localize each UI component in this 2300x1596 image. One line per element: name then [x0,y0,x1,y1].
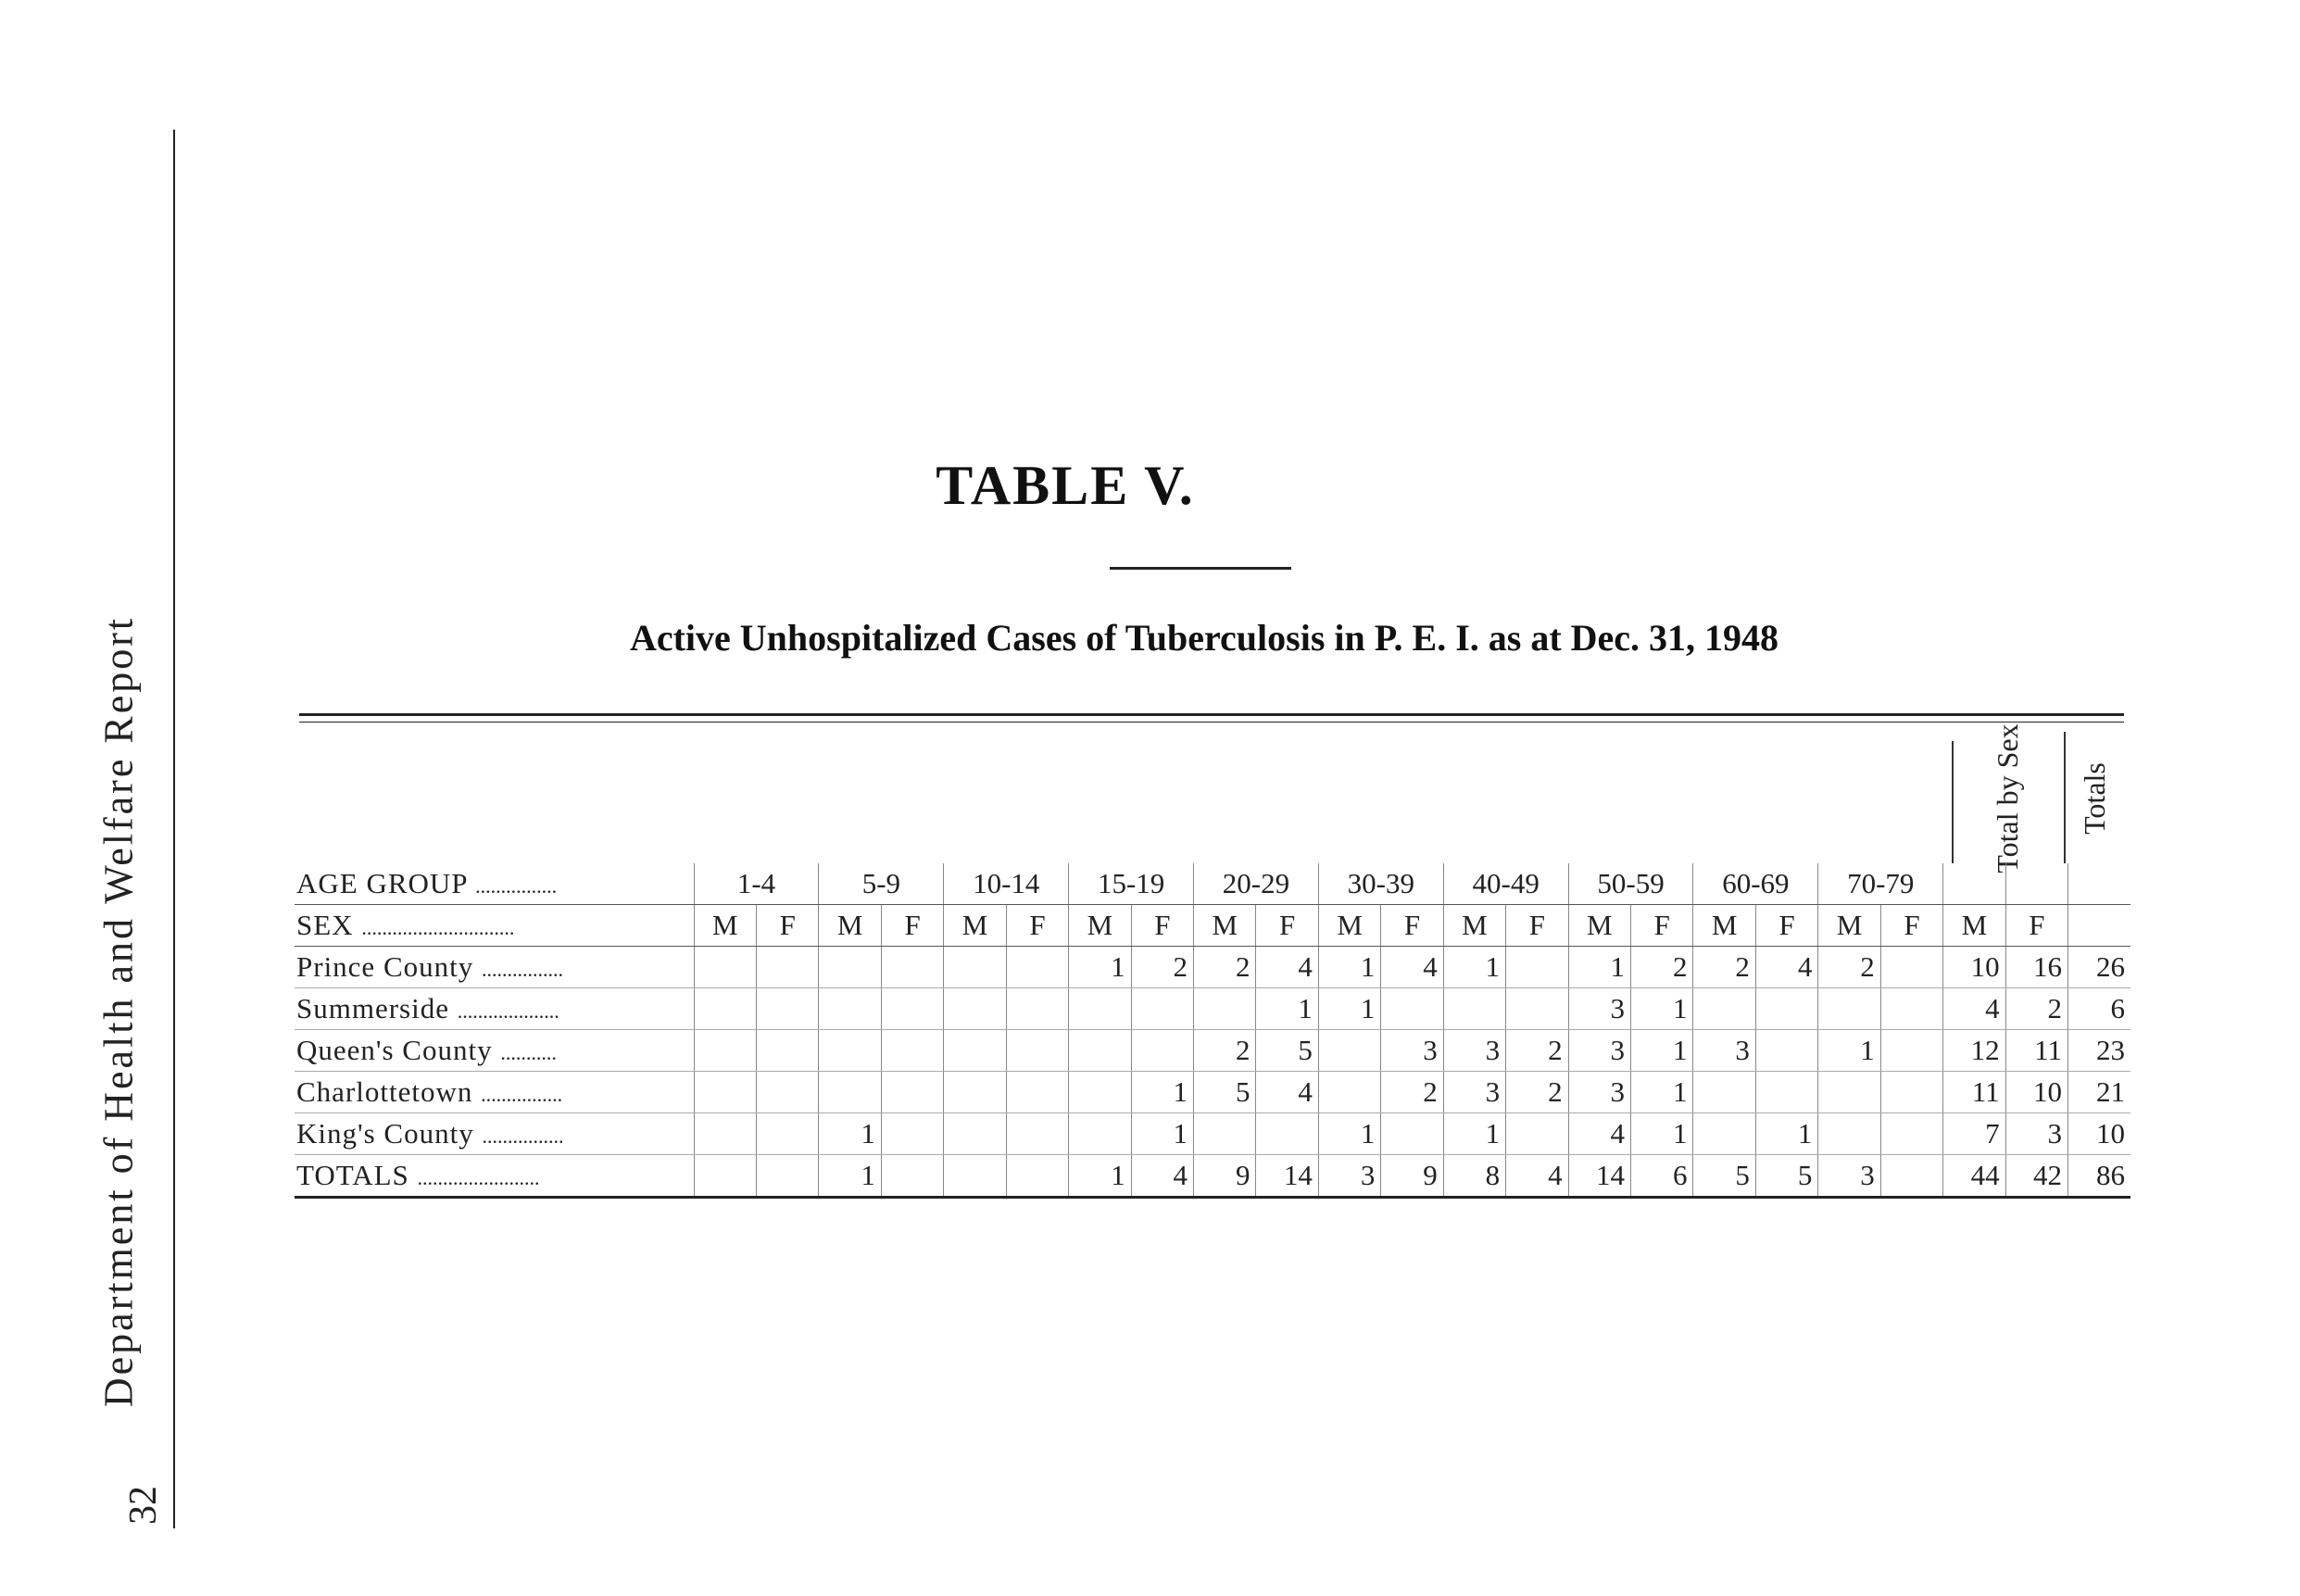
sex-header: M [1693,905,1755,947]
row-label-text: Summerside [296,992,449,1024]
table-cell: 1 [1256,988,1318,1030]
table-row [295,988,2130,1030]
table-cell: 1 [1631,1030,1693,1072]
age-group-header: 60-69 [1693,863,1818,905]
table-cell [1818,1113,1880,1155]
table-row [295,1072,2130,1113]
table-cell [757,947,819,988]
table-cell: 3 [1693,1030,1755,1072]
table-cell [1381,1113,1443,1155]
sex-header: F [1880,905,1942,947]
sex-header: M [1818,905,1880,947]
totals-cell [694,1155,756,1198]
blank-cell [2068,905,2130,947]
totals-cell [1880,1155,1942,1198]
table-cell [819,1072,881,1113]
table-cell [944,1072,1006,1113]
table-cell: 7 [1943,1113,2005,1155]
row-label [295,1155,694,1198]
totals-cell: 3 [1318,1155,1380,1198]
row-label [295,1113,694,1155]
totals-cell: 8 [1443,1155,1505,1198]
table-cell [757,1113,819,1155]
totals-label: TOTALS [296,1159,409,1191]
tuberculosis-cases-table [295,863,2130,1199]
table-cell: 2 [1381,1072,1443,1113]
table-cell [1006,1113,1068,1155]
age-group-label: AGE GROUP [296,867,468,899]
table-cell [1506,988,1568,1030]
table-cell: 12 [1943,1030,2005,1072]
row-label-text: Queen's County [296,1034,493,1066]
totals-cell [881,1155,943,1198]
totals-cell: 44 [1943,1155,2005,1198]
row-label-text: King's County [296,1117,474,1150]
table-cell [1318,1030,1380,1072]
table-cell: 11 [1943,1072,2005,1113]
table-cell [881,1113,943,1155]
totals-cell: 42 [2005,1155,2067,1198]
age-group-header: 70-79 [1818,863,1943,905]
table-cell [1693,1072,1755,1113]
row-label-text: Prince County [296,950,474,983]
totals-cell: 9 [1194,1155,1256,1198]
table-cell: 2 [1194,1030,1256,1072]
age-group-header: 20-29 [1194,863,1319,905]
table-cell [1693,988,1755,1030]
sex-header: F [881,905,943,947]
table-cell: 5 [1194,1072,1256,1113]
table-cell [944,1030,1006,1072]
leader-dots: ........................ [417,1166,540,1189]
table-cell: 1 [1631,1072,1693,1113]
running-header: Department of Health and Welfare Report [95,615,142,1408]
table-cell [1880,988,1942,1030]
table-cell [1131,988,1193,1030]
table-cell [819,947,881,988]
table-cell [694,947,756,988]
leader-dots: ................ [481,1083,563,1106]
table-cell: 1 [1568,947,1630,988]
table-cell [1443,988,1505,1030]
row-label-text: Charlottetown [296,1075,473,1108]
table-cell: 4 [1755,947,1817,988]
table-cell: 3 [1381,1030,1443,1072]
sex-header: M [694,905,756,947]
totals-row [295,1155,2130,1198]
totals-cell: 1 [819,1155,881,1198]
table-cell [1381,988,1443,1030]
table-cell: 2 [1631,947,1693,988]
table-cell: 1 [1318,988,1380,1030]
table-cell: 3 [1443,1072,1505,1113]
leader-dots: ........... [500,1041,557,1064]
table-cell: 2 [1131,947,1193,988]
table-cell [1755,1072,1817,1113]
table-cell: 1 [1818,1030,1880,1072]
sex-header: F [1381,905,1443,947]
totals-cell: 4 [1131,1155,1193,1198]
totals-cell: 14 [1568,1155,1630,1198]
age-group-header: 30-39 [1318,863,1443,905]
table-cell: 10 [1943,947,2005,988]
totals-cell [1006,1155,1068,1198]
age-group-header: 10-14 [944,863,1069,905]
table-cell [694,1072,756,1113]
sex-header: F [1131,905,1193,947]
table-cell [944,1113,1006,1155]
table-cell: 1 [1318,1113,1380,1155]
table-cell: 2 [2005,988,2067,1030]
age-group-header: 50-59 [1568,863,1693,905]
sex-header: F [1631,905,1693,947]
table-cell [944,988,1006,1030]
table-cell [1506,1113,1568,1155]
sex-header: F [1755,905,1817,947]
table-cell [819,1030,881,1072]
age-group-row [295,863,2130,905]
table-cell: 10 [2005,1072,2067,1113]
table-cell [1755,988,1817,1030]
table-cell [757,1030,819,1072]
table-cell: 1 [1631,988,1693,1030]
table-cell: 1 [1131,1113,1193,1155]
table-cell: 4 [1381,947,1443,988]
table-subtitle: Active Unhospitalized Cases of Tuberculosis in P. E. I. as at Dec. 31, 1948 [629,617,1779,659]
table-cell [1069,1030,1131,1072]
leader-dots: ................ [475,874,558,898]
table-cell: 1 [1131,1072,1193,1113]
table-cell: 3 [2005,1113,2067,1155]
header-separator [1952,741,1954,863]
table-cell: 6 [2068,988,2130,1030]
sex-header: M [1568,905,1630,947]
margin-rule [173,130,175,1528]
table-cell [881,988,943,1030]
totals-cell: 14 [1256,1155,1318,1198]
header-separator [2064,732,2066,863]
totals-cell [757,1155,819,1198]
page-number: 32 [122,1486,165,1525]
table-cell: 2 [1194,947,1256,988]
table-cell [1818,988,1880,1030]
table-cell [944,947,1006,988]
age-group-header: 40-49 [1443,863,1568,905]
totals-cell: 3 [1818,1155,1880,1198]
table-body [295,863,2130,1198]
table-cell [1006,1030,1068,1072]
totals-cell: 4 [1506,1155,1568,1198]
table-cell: 10 [2068,1113,2130,1155]
table-row [295,947,2130,988]
table-cell: 3 [1443,1030,1505,1072]
table-cell [1194,988,1256,1030]
sex-header: M [944,905,1006,947]
table-cell [1880,1113,1942,1155]
title-divider [1110,567,1291,570]
table-cell: 1 [1443,1113,1505,1155]
table-cell: 1 [1443,947,1505,988]
table-cell [1693,1113,1755,1155]
table-cell [1069,1072,1131,1113]
table-cell: 26 [2068,947,2130,988]
table-cell: 4 [1568,1113,1630,1155]
age-group-header: 5-9 [819,863,944,905]
table-cell: 1 [819,1113,881,1155]
table-cell: 3 [1568,1030,1630,1072]
table-cell [1755,1030,1817,1072]
sex-header: F [757,905,819,947]
table-row [295,1113,2130,1155]
sex-header: F [2005,905,2067,947]
leader-dots: .............................. [361,916,515,939]
table-cell [881,1030,943,1072]
table-cell [757,988,819,1030]
totals-cell: 1 [1069,1155,1131,1198]
table-cell: 5 [1256,1030,1318,1072]
table-cell [819,988,881,1030]
table-cell [694,988,756,1030]
table-cell [1069,1113,1131,1155]
table-row [295,1030,2130,1072]
table-cell: 3 [1568,988,1630,1030]
age-group-header: 15-19 [1069,863,1194,905]
sex-header: F [1256,905,1318,947]
sex-label: SEX [296,909,354,941]
table-cell [1818,1072,1880,1113]
table-cell [1256,1113,1318,1155]
total-by-sex-header: Total by Sex [1991,723,2025,873]
table-cell [1006,947,1068,988]
leader-dots: ................ [482,958,563,981]
table-cell: 16 [2005,947,2067,988]
totals-cell: 5 [1755,1155,1817,1198]
table-cell [1006,1072,1068,1113]
totals-cell: 9 [1381,1155,1443,1198]
table-cell: 2 [1506,1072,1568,1113]
blank-cell [1943,863,2005,905]
blank-cell [2005,863,2067,905]
table-cell [1194,1113,1256,1155]
table-cell: 1 [1631,1113,1693,1155]
table-cell [694,1030,756,1072]
sex-row [295,905,2130,947]
leader-dots: .................... [457,999,559,1023]
table-cell: 4 [1256,947,1318,988]
table-cell [694,1113,756,1155]
table-cell [1318,1072,1380,1113]
table-cell [1069,988,1131,1030]
table-cell [1131,1030,1193,1072]
sex-header: M [1194,905,1256,947]
table-cell [1880,1030,1942,1072]
row-label [295,1030,694,1072]
sex-header: M [1943,905,2005,947]
table-cell [1880,1072,1942,1113]
table-cell: 1 [1069,947,1131,988]
table-cell: 1 [1755,1113,1817,1155]
sex-header: F [1006,905,1068,947]
sex-header: M [1069,905,1131,947]
table-cell [881,947,943,988]
table-top-rule-thin [299,722,2124,723]
totals-cell [944,1155,1006,1198]
table-cell: 1 [1318,947,1380,988]
table-cell: 4 [1943,988,2005,1030]
table-cell: 2 [1506,1030,1568,1072]
sex-header: F [1506,905,1568,947]
table-cell [1506,947,1568,988]
row-label [295,988,694,1030]
row-label [295,947,694,988]
table-cell [757,1072,819,1113]
table-top-rule [299,713,2124,716]
sex-header: M [1443,905,1505,947]
row-label [295,863,694,905]
table-cell: 2 [1818,947,1880,988]
blank-cell [2068,863,2130,905]
table-cell [1880,947,1942,988]
table-cell: 21 [2068,1072,2130,1113]
sex-header: M [819,905,881,947]
table-cell: 4 [1256,1072,1318,1113]
leader-dots: ................ [482,1125,564,1148]
sex-header: M [1318,905,1380,947]
table-cell: 3 [1568,1072,1630,1113]
row-label [295,905,694,947]
totals-cell: 86 [2068,1155,2130,1198]
totals-header: Totals [2078,762,2112,835]
table-cell: 2 [1693,947,1755,988]
table-cell [881,1072,943,1113]
totals-cell: 5 [1693,1155,1755,1198]
table-cell [1006,988,1068,1030]
totals-cell: 6 [1631,1155,1693,1198]
row-label [295,1072,694,1113]
table-title: TABLE V. [936,455,1195,516]
age-group-header: 1-4 [694,863,819,905]
table-cell: 23 [2068,1030,2130,1072]
table-cell: 11 [2005,1030,2067,1072]
